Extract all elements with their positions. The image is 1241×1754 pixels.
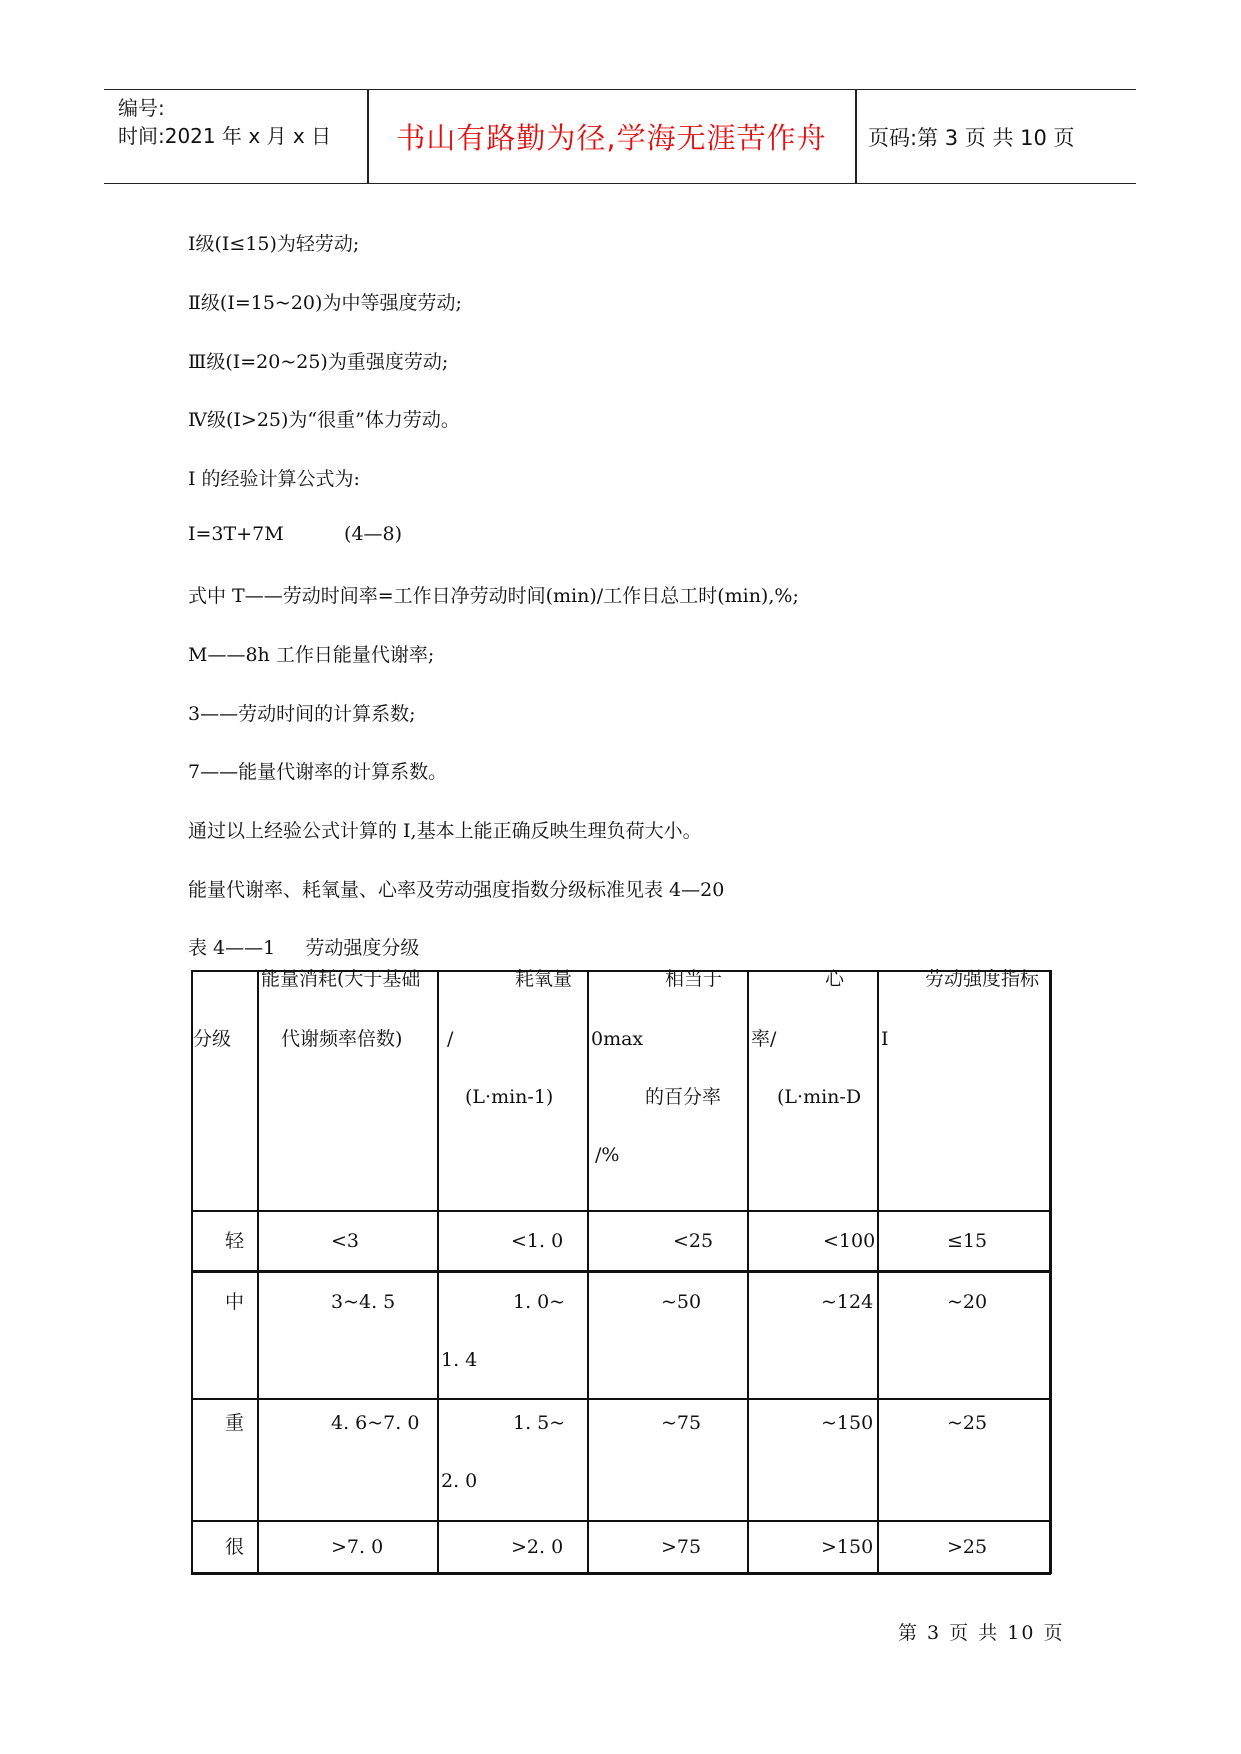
- header-cell-grade: 分级: [193, 1028, 232, 1050]
- table-rule: [191, 1572, 1051, 1575]
- cell-oxygen: 2. 0: [441, 1470, 478, 1492]
- body-line: I 的经验计算公式为:: [188, 468, 360, 490]
- header-cell-percent: 相当于: [665, 968, 723, 990]
- body-line: Ⅳ级(I>25)为“很重”体力劳动。: [188, 409, 460, 431]
- table-rule: [191, 1210, 1051, 1212]
- body-line: M——8h 工作日能量代谢率;: [188, 644, 435, 666]
- table-rule: [191, 1270, 1051, 1273]
- cell-energy: 3~4. 5: [331, 1291, 396, 1313]
- cell-grade: 重: [225, 1412, 245, 1434]
- cell-percent: >75: [661, 1536, 702, 1558]
- cell-heart: ~150: [821, 1412, 874, 1434]
- cell-heart: >150: [821, 1536, 874, 1558]
- header-cell-percent: 0max: [591, 1028, 644, 1050]
- cell-percent: ~75: [661, 1412, 702, 1434]
- cell-index: ~25: [947, 1412, 988, 1434]
- body-line: 3——劳动时间的计算系数;: [188, 703, 416, 725]
- table-caption: 表 4——1 劳动强度分级: [188, 937, 420, 959]
- header-page-number: 页码:第 3 页 共 10 页: [868, 125, 1075, 150]
- header-cell-energy: 代谢频率倍数): [281, 1028, 403, 1050]
- cell-grade: 中: [225, 1291, 245, 1313]
- cell-percent: ~50: [661, 1291, 702, 1313]
- cell-oxygen: <1. 0: [511, 1230, 564, 1252]
- cell-heart: ~124: [821, 1291, 874, 1313]
- table-rule: [191, 1398, 1051, 1400]
- cell-energy: >7. 0: [331, 1536, 384, 1558]
- page-footer: 第 3 页 共 10 页: [898, 1622, 1065, 1644]
- body-line: Ⅰ级(I≤15)为轻劳动;: [188, 233, 360, 255]
- cell-index: ≤15: [947, 1230, 988, 1252]
- header-cell-oxygen: 耗氧量: [515, 968, 573, 990]
- cell-oxygen: >2. 0: [511, 1536, 564, 1558]
- header-cell-index: I: [881, 1028, 889, 1050]
- cell-index: ~20: [947, 1291, 988, 1313]
- doc-number-label: 编号:: [118, 96, 165, 120]
- cell-grade: 轻: [225, 1230, 245, 1252]
- cell-heart: <100: [823, 1230, 876, 1252]
- body-line: 能量代谢率、耗氧量、心率及劳动强度指数分级标准见表 4—20: [188, 879, 725, 901]
- body-line: Ⅱ级(I=15~20)为中等强度劳动;: [188, 292, 462, 314]
- cell-percent: <25: [673, 1230, 714, 1252]
- header-cell-heart: 心: [825, 968, 845, 990]
- body-line: Ⅲ级(I=20~25)为重强度劳动;: [188, 351, 449, 373]
- header-cell-index: 劳动强度指标: [925, 968, 1040, 990]
- header-meta: [118, 94, 331, 150]
- body-line: 通过以上经验公式计算的 I,基本上能正确反映生理负荷大小。: [188, 820, 702, 842]
- header-cell-energy: 能量消耗(大于基础: [261, 968, 421, 990]
- body-line: 7——能量代谢率的计算系数。: [188, 761, 448, 783]
- table-rule: [191, 1520, 1051, 1522]
- cell-oxygen: 1. 4: [441, 1349, 478, 1371]
- cell-energy: 4. 6~7. 0: [331, 1412, 420, 1434]
- cell-oxygen: 1. 0~: [513, 1291, 566, 1313]
- header-cell-heart: (L·min-D: [777, 1086, 862, 1108]
- cell-grade: 很: [225, 1536, 245, 1558]
- header-motto: 书山有路勤为径,学海无涯苦作舟: [396, 121, 827, 155]
- header-divider: [855, 90, 857, 183]
- header-cell-oxygen: (L·min-1): [465, 1086, 554, 1108]
- cell-energy: <3: [331, 1230, 360, 1252]
- cell-oxygen: 1. 5~: [513, 1412, 566, 1434]
- page-header: [104, 89, 1136, 184]
- cell-index: >25: [947, 1536, 988, 1558]
- body-line: 式中 T——劳动时间率=工作日净劳动时间(min)/工作日总工时(min),%;: [188, 585, 799, 607]
- header-cell-percent: 的百分率: [645, 1086, 722, 1108]
- formula-line: I=3T+7M (4—8): [188, 523, 403, 545]
- header-cell-percent: /%: [595, 1144, 620, 1166]
- header-cell-oxygen: /: [447, 1028, 454, 1050]
- doc-time-label: 时间:2021 年 x 月 x 日: [118, 124, 332, 148]
- labor-intensity-table: [191, 970, 1051, 1574]
- header-cell-heart: 率/: [751, 1028, 777, 1050]
